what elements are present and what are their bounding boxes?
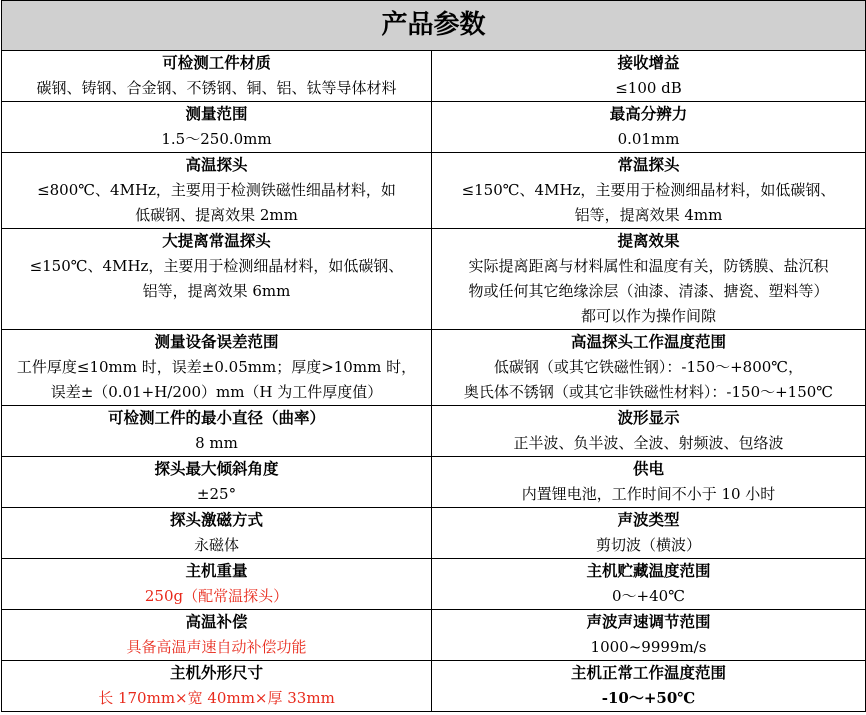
param-cell xyxy=(432,102,866,153)
param-cell xyxy=(2,661,432,712)
param-value: 奥氏体不锈钢（或其它非铁磁性材料）：-150～+150℃ xyxy=(463,383,834,401)
param-value: 250g（配常温探头） xyxy=(144,587,289,605)
param-cell xyxy=(432,153,866,229)
param-cell xyxy=(432,330,866,406)
param-label: 高温探头工作温度范围 xyxy=(571,333,727,351)
param-row xyxy=(2,610,866,661)
param-label: 声波类型 xyxy=(617,511,680,529)
param-cell xyxy=(432,406,866,457)
param-value: 低碳钢、提离效果 2mm xyxy=(135,206,298,224)
param-value: ≤800℃、4MHz，主要用于检测铁磁性细晶材料，如 xyxy=(37,181,396,199)
param-label: 波形显示 xyxy=(617,409,680,427)
param-row xyxy=(2,508,866,559)
param-value: 剪切波（横波） xyxy=(596,536,702,554)
param-cell xyxy=(2,330,432,406)
param-label: 接收增益 xyxy=(617,54,680,72)
param-value: ≤150℃、4MHz，主要用于检测细晶材料，如低碳钢、 xyxy=(29,257,404,275)
param-value: ≤100 dB xyxy=(615,79,682,97)
param-cell xyxy=(432,559,866,610)
param-cell xyxy=(432,457,866,508)
param-label: 探头最大倾斜角度 xyxy=(154,460,279,478)
param-cell xyxy=(2,102,432,153)
param-value: 1000~9999m/s xyxy=(590,638,707,656)
param-row xyxy=(2,229,866,330)
param-label: 提离效果 xyxy=(617,232,680,250)
param-value: -10～+50℃ xyxy=(601,689,696,707)
param-label: 可检测工件的最小直径（曲率） xyxy=(107,409,325,427)
table-title: 产品参数 xyxy=(2,1,866,51)
param-label: 探头激磁方式 xyxy=(169,511,263,529)
param-value: ±25° xyxy=(196,485,237,503)
header-row xyxy=(2,1,866,51)
param-label: 常温探头 xyxy=(617,156,680,174)
param-row xyxy=(2,559,866,610)
param-label: 声波声速调节范围 xyxy=(586,613,711,631)
param-value: 铝等，提离效果 6mm xyxy=(142,282,291,300)
param-cell xyxy=(2,457,432,508)
param-cell xyxy=(2,508,432,559)
param-cell xyxy=(2,559,432,610)
param-label: 高温探头 xyxy=(185,156,248,174)
param-value: 误差±（0.01+H/200）mm（H 为工件厚度值） xyxy=(50,383,383,401)
param-label: 主机外形尺寸 xyxy=(169,664,263,682)
param-value: 0～+40℃ xyxy=(612,587,685,605)
param-value: 0.01mm xyxy=(617,130,680,148)
param-label: 主机重量 xyxy=(185,562,248,580)
param-cell xyxy=(2,406,432,457)
param-label: 主机贮藏温度范围 xyxy=(586,562,711,580)
param-row xyxy=(2,661,866,712)
param-value: ≤150℃、4MHz，主要用于检测细晶材料，如低碳钢、 xyxy=(461,181,836,199)
param-value: 碳钢、铸钢、合金钢、不锈钢、铜、铝、钛等导体材料 xyxy=(36,79,397,97)
param-value: 物或任何其它绝缘涂层（油漆、清漆、搪瓷、塑料等） xyxy=(468,282,829,300)
param-row xyxy=(2,406,866,457)
product-params-table xyxy=(1,0,866,712)
param-row xyxy=(2,457,866,508)
param-label: 测量范围 xyxy=(185,105,248,123)
param-value: 实际提离距离与材料属性和温度有关，防锈膜、盐沉积 xyxy=(468,257,829,275)
param-value: 具备高温声速自动补偿功能 xyxy=(126,638,307,656)
param-value: 工件厚度≤10mm 时，误差±0.05mm；厚度>10mm 时， xyxy=(16,358,417,376)
param-cell xyxy=(2,610,432,661)
param-row xyxy=(2,330,866,406)
param-cell xyxy=(2,153,432,229)
param-label: 供电 xyxy=(633,460,665,478)
param-cell xyxy=(432,508,866,559)
param-value: 都可以作为操作间隙 xyxy=(581,307,717,325)
param-value: 长 170mm×宽 40mm×厚 33mm xyxy=(98,689,335,707)
param-value: 8 mm xyxy=(195,434,238,452)
param-value: 永磁体 xyxy=(193,536,239,554)
param-row xyxy=(2,102,866,153)
param-label: 大提离常温探头 xyxy=(162,232,271,250)
param-cell xyxy=(2,51,432,102)
param-value: 内置锂电池，工作时间不小于 10 小时 xyxy=(521,485,776,503)
param-value: 1.5～250.0mm xyxy=(161,130,272,148)
param-label: 最高分辨力 xyxy=(609,105,688,123)
param-label: 高温补偿 xyxy=(185,613,248,631)
param-cell xyxy=(432,51,866,102)
param-cell xyxy=(2,229,432,330)
param-value: 正半波、负半波、全波、射频波、包络波 xyxy=(513,434,784,452)
param-cell xyxy=(432,661,866,712)
param-label: 主机正常工作温度范围 xyxy=(571,664,727,682)
param-cell xyxy=(432,229,866,330)
param-row xyxy=(2,51,866,102)
param-label: 可检测工件材质 xyxy=(162,54,271,72)
param-value: 铝等，提离效果 4mm xyxy=(574,206,723,224)
param-row xyxy=(2,153,866,229)
param-label: 测量设备误差范围 xyxy=(154,333,279,351)
param-cell xyxy=(432,610,866,661)
param-value: 低碳钢（或其它铁磁性钢）：-150～+800℃， xyxy=(493,358,804,376)
